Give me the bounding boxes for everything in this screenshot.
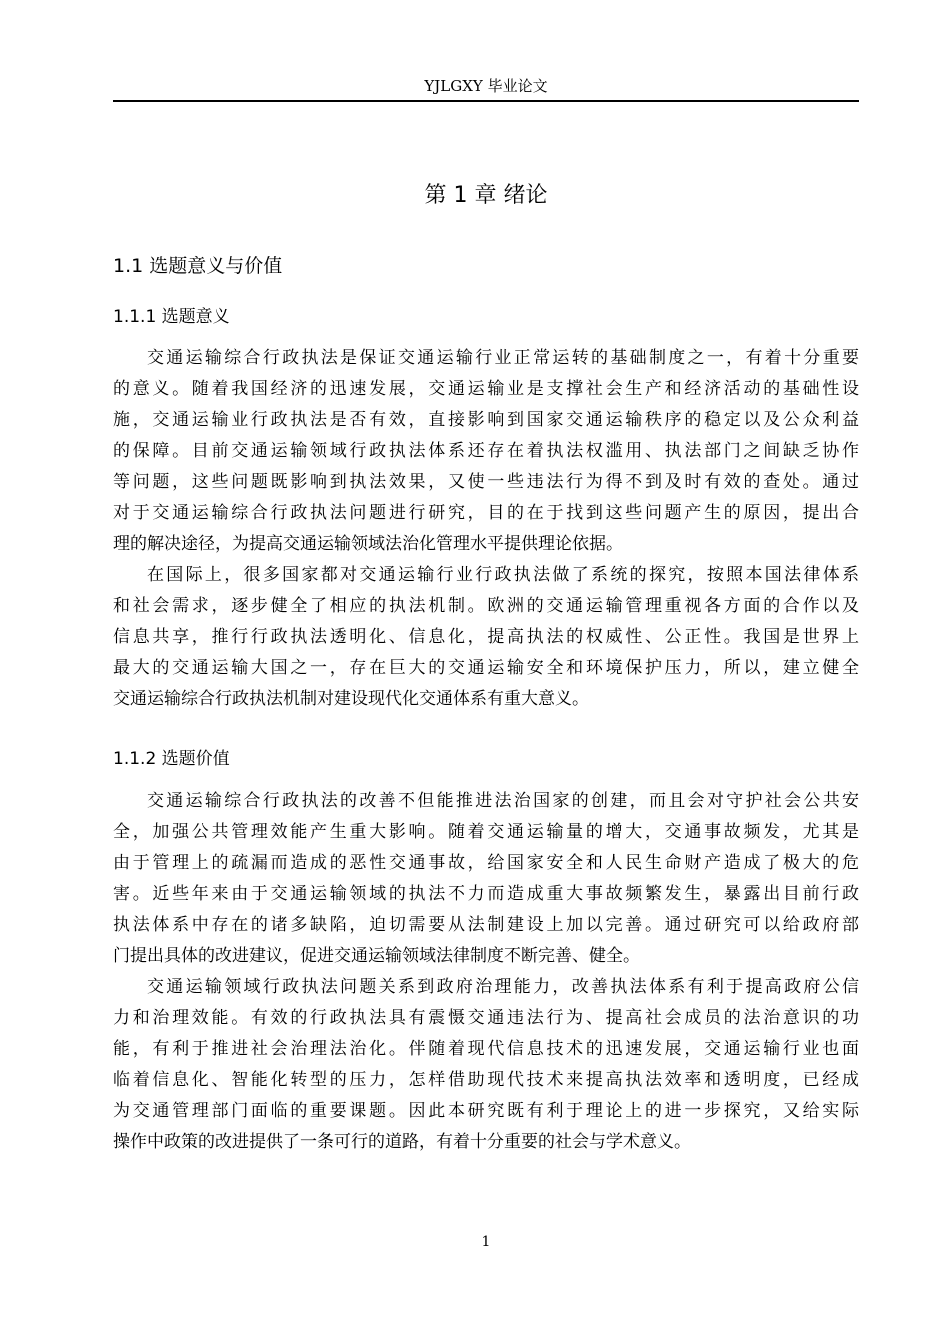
paragraph-line: 操作中政策的改进提供了一条可行的道路，有着十分重要的社会与学术意义。 (113, 1132, 691, 1152)
paragraph-line: 交通运输综合行政执法是保证交通运输行业正常运转的基础制度之一，有着十分重要 (147, 348, 859, 368)
page-number: 1 (481, 1234, 491, 1250)
paragraph-line: 在国际上，很多国家都对交通运输行业行政执法做了系统的探究，按照本国法律体系 (147, 565, 859, 585)
paragraph-significance-1 (113, 343, 859, 560)
paragraph-line: 临着信息化、智能化转型的压力，怎样借助现代技术来提高执法效率和透明度，已经成 (113, 1070, 859, 1090)
header-rule (113, 100, 859, 102)
paragraph-line: 由于管理上的疏漏而造成的恶性交通事故，给国家安全和人民生命财产造成了极大的危 (113, 853, 859, 873)
paragraph-line: 害。近些年来由于交通运输领域的执法不力而造成重大事故频繁发生，暴露出目前行政 (113, 884, 859, 904)
paragraph-line: 执法体系中存在的诸多缺陷，迫切需要从法制建设上加以完善。通过研究可以给政府部 (113, 915, 859, 935)
paragraph-line: 能，有利于推进社会治理法治化。伴随着现代信息技术的迅速发展，交通运输行业也面 (113, 1039, 859, 1059)
paragraph-line: 的保障。目前交通运输领域行政执法体系还存在着执法权滥用、执法部门之间缺乏协作 (113, 441, 859, 461)
paragraph-significance-2 (113, 560, 859, 715)
paragraph-line: 信息共享，推行行政执法透明化、信息化，提高执法的权威性、公正性。我国是世界上 (113, 627, 859, 647)
paragraph-line: 对于交通运输综合行政执法问题进行研究，目的在于找到这些问题产生的原因，提出合 (113, 503, 859, 523)
paragraph-line: 全，加强公共管理效能产生重大影响。随着交通运输量的增大，交通事故频发，尤其是 (113, 822, 859, 842)
paragraph-line: 交通运输综合行政执法机制对建设现代化交通体系有重大意义。 (113, 689, 589, 709)
section-heading-1-1-1: 1.1.1 选题意义 (113, 307, 230, 327)
paragraph-line: 力和治理效能。有效的行政执法具有震慑交通违法行为、提高社会成员的法治意识的功 (113, 1008, 859, 1028)
paragraph-value-2 (113, 972, 859, 1158)
section-heading-1-1: 1.1 选题意义与价值 (113, 255, 283, 277)
paragraph-line: 最大的交通运输大国之一，存在巨大的交通运输安全和环境保护压力，所以，建立健全 (113, 658, 859, 678)
paragraph-line: 施，交通运输业行政执法是否有效，直接影响到国家交通运输秩序的稳定以及公众利益 (113, 410, 859, 430)
paragraph-line: 交通运输综合行政执法的改善不但能推进法治国家的创建，而且会对守护社会公共安 (147, 791, 859, 811)
section-heading-1-1-2: 1.1.2 选题价值 (113, 749, 230, 769)
paragraph-line: 门提出具体的改进建议，促进交通运输领域法律制度不断完善、健全。 (113, 946, 640, 966)
running-header: YJLGXY 毕业论文 (424, 77, 548, 95)
paragraph-line: 等问题，这些问题既影响到执法效果，又使一些违法行为得不到及时有效的查处。通过 (113, 472, 859, 492)
paragraph-line: 理的解决途径，为提高交通运输领域法治化管理水平提供理论依据。 (113, 534, 623, 554)
chapter-title: 第 1 章 绪论 (424, 183, 548, 208)
paragraph-line: 为交通管理部门面临的重要课题。因此本研究既有利于理论上的进一步探究，又给实际 (113, 1101, 859, 1121)
paragraph-line: 的意义。随着我国经济的迅速发展，交通运输业是支撑社会生产和经济活动的基础性设 (113, 379, 859, 399)
paragraph-line: 和社会需求，逐步健全了相应的执法机制。欧洲的交通运输管理重视各方面的合作以及 (113, 596, 859, 616)
paragraph-value-1 (113, 786, 859, 972)
paragraph-line: 交通运输领域行政执法问题关系到政府治理能力，改善执法体系有利于提高政府公信 (147, 977, 859, 997)
